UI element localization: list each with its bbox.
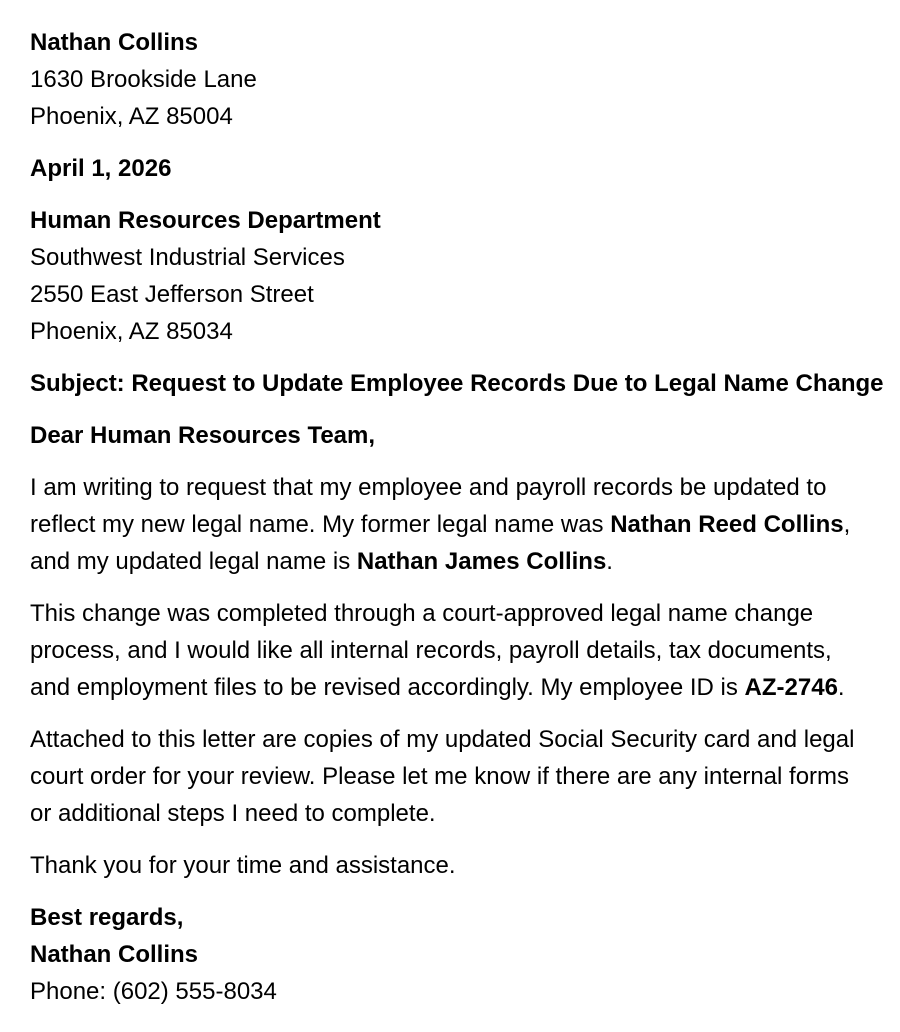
- text-run: and my updated legal name is: [30, 548, 357, 575]
- paragraph-1-line-1: [30, 469, 870, 506]
- paragraph-3-line-2: [30, 758, 870, 795]
- recipient-company: Southwest Industrial Services: [30, 244, 345, 271]
- text-run: .: [606, 548, 613, 575]
- text-run: court order for your review. Please let me know if there are any internal forms: [30, 763, 850, 790]
- text-run: Attached to this letter are copies of my updated Social Security card and legal: [30, 726, 855, 753]
- paragraph-1-line-2: [30, 506, 870, 543]
- text-run: ,: [843, 511, 851, 538]
- date-block: [30, 150, 870, 187]
- subject-block: [30, 365, 884, 402]
- sender-address-line2: Phoenix, AZ 85004: [30, 103, 233, 130]
- text-run: I am writing to request that my employee and payroll records be updated to: [30, 474, 827, 501]
- greeting-block: [30, 417, 870, 454]
- signoff: Best regards,: [30, 904, 184, 931]
- paragraph-2-line-1: [30, 595, 870, 632]
- text-run: and employment files to be revised accordingly. My employee ID is: [30, 674, 745, 701]
- subject-line: Subject: Request to Update Employee Records Due to Legal Name Change: [30, 370, 884, 397]
- recipient-address-line1: 2550 East Jefferson Street: [30, 281, 314, 308]
- employee-id: AZ-2746: [744, 674, 838, 701]
- paragraph-2-line-2: [30, 632, 870, 669]
- paragraph-2-line-3: [30, 669, 870, 706]
- paragraph-1-line-3: [30, 543, 870, 580]
- text-run: This change was completed through a court-approved legal name change: [30, 600, 814, 627]
- paragraph-1: [30, 469, 870, 580]
- text-run: or additional steps I need to complete.: [30, 800, 436, 827]
- text-run: .: [837, 674, 845, 701]
- paragraph-3-line-1: [30, 721, 870, 758]
- paragraph-3: [30, 721, 870, 832]
- signature-name: Nathan Collins: [30, 941, 199, 968]
- text-run: reflect my new legal name. My former legal name was: [30, 511, 611, 538]
- sender-block: [30, 24, 870, 135]
- updated-legal-name: Nathan James Collins: [356, 548, 607, 575]
- text-run: process, and I would like all internal records, payroll details, tax documents,: [30, 637, 832, 664]
- recipient-block: [30, 202, 870, 350]
- former-legal-name: Nathan Reed Collins: [610, 511, 844, 538]
- paragraph-3-line-3: [30, 795, 870, 832]
- sender-name: Nathan Collins: [30, 29, 199, 56]
- recipient-address-line2: Phoenix, AZ 85034: [30, 318, 233, 345]
- greeting: Dear Human Resources Team,: [30, 422, 376, 449]
- paragraph-4: [30, 847, 870, 884]
- letter-date: April 1, 2026: [30, 155, 172, 182]
- sender-address-line1: 1630 Brookside Lane: [30, 66, 257, 93]
- recipient-department: Human Resources Department: [30, 207, 381, 234]
- signature-phone: Phone: (602) 555-8034: [30, 978, 277, 1005]
- thank-you-line: Thank you for your time and assistance.: [30, 852, 456, 879]
- paragraph-2: [30, 595, 870, 706]
- closing-block: [30, 899, 870, 1010]
